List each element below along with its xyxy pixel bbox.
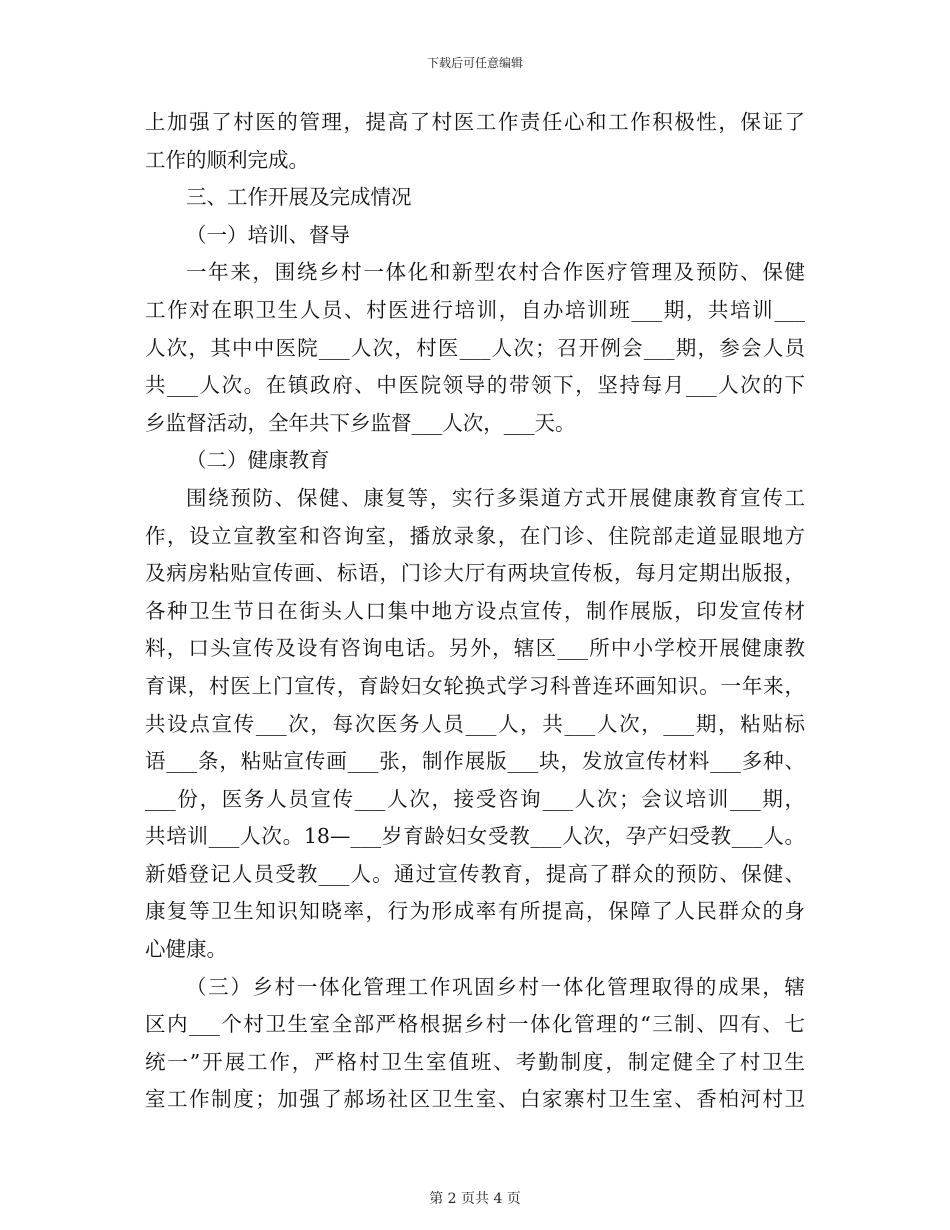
text-line: 心健康。: [145, 937, 227, 962]
text-line: 语___条，粘贴宣传画___张，制作展版___块，发放宣传材料___多种、: [145, 749, 805, 774]
text-line: 作，设立宣教室和咨询室，播放录象，在门诊、住院部走道显眼地方: [145, 523, 805, 548]
document-body: [145, 104, 805, 1119]
page-footer: 第 2 页共 4 页: [429, 1191, 521, 1207]
text-line: 区内___个村卫生室全部严格根据乡村一体化管理的“三制、四有、七: [145, 1012, 805, 1037]
text-line: 工作对在职卫生人员、村医进行培训，自办培训班___期，共培训___: [145, 297, 805, 322]
text-line: 料，口头宣传及设有咨询电话。另外，辖区___所中小学校开展健康教: [145, 636, 805, 661]
text-line: 人次，其中中医院___人次，村医___人次；召开例会___期，参会人员: [145, 335, 805, 360]
text-line: 新婚登记人员受教___人。通过宣传教育，提高了群众的预防、保健、: [145, 861, 805, 886]
text-line: 育课，村医上门宣传，育龄妇女轮换式学习科普连环画知识。一年来，: [145, 673, 805, 698]
text-line: 共___人次。在镇政府、中医院领导的带领下，坚持每月___人次的下: [145, 373, 805, 398]
text-line: （二）健康教育: [186, 448, 330, 473]
text-line: 一年来，围绕乡村一体化和新型农村合作医疗管理及预防、保健: [186, 260, 805, 285]
text-line: 共设点宣传___次，每次医务人员___人，共___人次，___期，粘贴标: [145, 711, 805, 736]
text-line: 三、工作开展及完成情况: [186, 185, 412, 210]
text-line: 围绕预防、保健、康复等，实行多渠道方式开展健康教育宣传工: [186, 485, 805, 510]
text-line: 康复等卫生知识知晓率，行为形成率有所提高，保障了人民群众的身: [145, 899, 805, 924]
text-line: （一）培训、督导: [186, 222, 350, 247]
text-line: 乡监督活动，全年共下乡监督___人次，___天。: [145, 410, 576, 435]
text-line: 统一”开展工作，严格村卫生室值班、考勤制度，制定健全了村卫生: [145, 1049, 805, 1074]
text-line: 共培训___人次。18—___岁育龄妇女受教___人次，孕产妇受教___人。: [145, 824, 805, 849]
page-header: 下载后可任意编辑: [426, 56, 523, 70]
text-line: 室工作制度；加强了郝场社区卫生室、白家寨村卫生室、香柏河村卫: [145, 1087, 805, 1112]
text-line: ___份，医务人员宣传___人次，接受咨询___人次；会议培训___期，: [145, 786, 805, 811]
text-line: （三）乡村一体化管理工作巩固乡村一体化管理取得的成果，辖: [186, 974, 805, 999]
text-line: 上加强了村医的管理，提高了村医工作责任心和工作积极性，保证了: [145, 110, 805, 134]
text-line: 及病房粘贴宣传画、标语，门诊大厅有两块宣传板，每月定期出版报，: [145, 561, 805, 586]
text-line: 工作的顺利完成。: [145, 147, 309, 172]
text-line: 各种卫生节日在街头人口集中地方设点宣传，制作展版，印发宣传材: [145, 598, 805, 623]
